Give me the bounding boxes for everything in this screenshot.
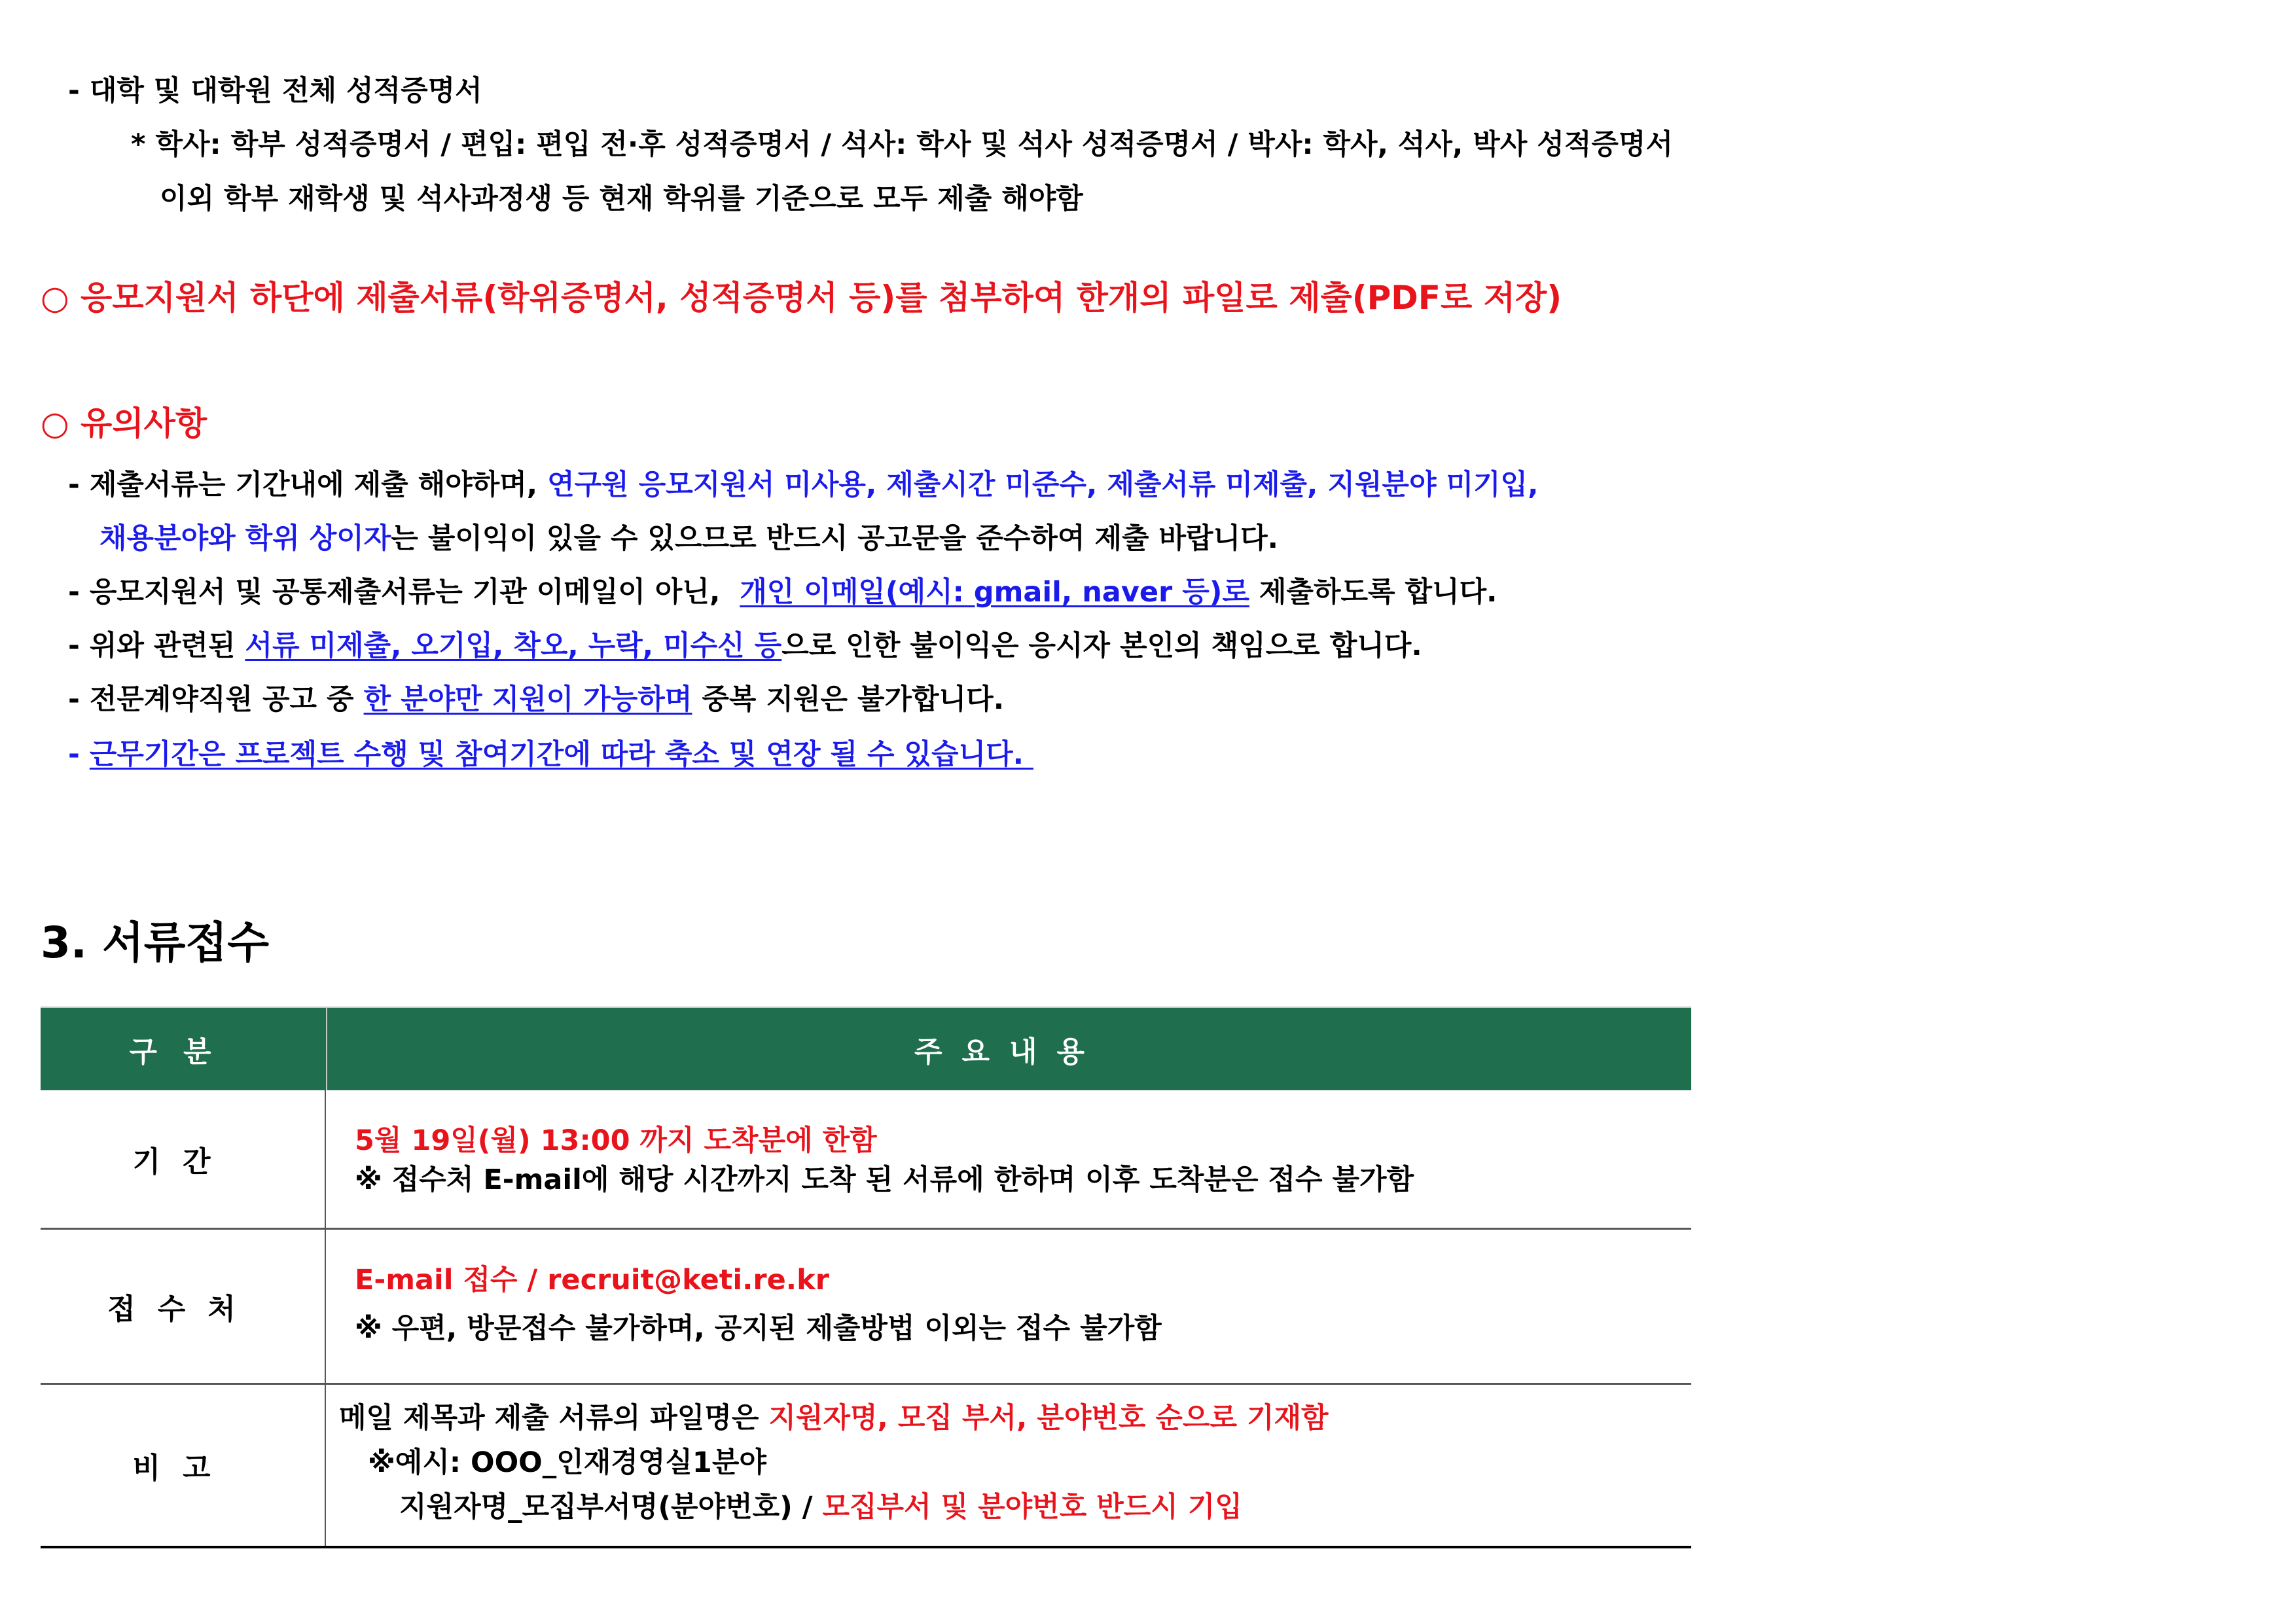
doc-line-transcript-note: 이외 학부 재학생 및 석사과정생 등 현재 학위를 기준으로 모두 제출 해야함 bbox=[160, 183, 1083, 215]
caution-4-highlight: 한 분야만 지원이 가능하며 bbox=[363, 683, 692, 716]
row-content-recipient bbox=[326, 1230, 1691, 1383]
row-label-recipient: 접수처 bbox=[41, 1230, 326, 1383]
caution-1-text: - 제출서류는 기간내에 제출 해야하며, bbox=[68, 469, 548, 501]
table-row bbox=[41, 1090, 1691, 1230]
caution-item-3 bbox=[68, 632, 1422, 660]
caution-4-suffix: 중복 지원은 불가합니다. bbox=[692, 683, 1005, 716]
remarks-line-3-text: 지원자명_모집부서명(분야번호) / bbox=[399, 1491, 823, 1524]
caution-3-text: - 위와 관련된 bbox=[68, 630, 245, 662]
deadline-text: 5월 19일(월) 13:00 까지 도착분에 한함 bbox=[355, 1124, 877, 1157]
remarks-line-3 bbox=[399, 1493, 1242, 1522]
recipient-note: ※ 우편, 방문접수 불가하며, 공지된 제출방법 이외는 접수 불가함 bbox=[355, 1312, 1162, 1345]
section-title: 3. 서류접수 bbox=[41, 918, 269, 968]
remarks-line-1 bbox=[339, 1404, 1329, 1433]
caution-item-5 bbox=[68, 738, 1033, 771]
recipient-email: E-mail 접수 / recruit@keti.re.kr bbox=[355, 1264, 829, 1296]
notice-single-file: ○ 응모지원서 하단에 제출서류(학위증명서, 성적증명서 등)를 첨부하여 한개의 파일로 제출(PDF로 저장) bbox=[41, 279, 1562, 317]
caution-item-1b bbox=[99, 522, 1278, 555]
caution-2-suffix: 제출하도록 합니다. bbox=[1249, 576, 1498, 609]
remarks-line-1-text: 메일 제목과 제출 서류의 파일명은 bbox=[339, 1402, 769, 1435]
row-content-period bbox=[326, 1090, 1691, 1228]
caution-5-highlight: 근무기간은 프로젝트 수행 및 참여기간에 따라 축소 및 연장 될 수 있습니다. bbox=[89, 738, 1033, 771]
caution-item-2 bbox=[68, 576, 1498, 609]
caution-3-highlight: 서류 미제출, 오기입, 착오, 누락, 미수신 등 bbox=[245, 630, 782, 662]
caution-4-text: - 전문계약직원 공고 중 bbox=[68, 683, 364, 716]
table-header-content: 주요내용 bbox=[914, 1035, 1104, 1069]
caution-1b-text: 는 불이익이 있을 수 있으므로 반드시 공고문을 준수하여 제출 바랍니다. bbox=[391, 522, 1278, 555]
remarks-example: ※예시: OOO_인재경영실1분야 bbox=[368, 1446, 766, 1479]
caution-5-dash: - bbox=[68, 738, 90, 771]
caution-item-1 bbox=[68, 471, 1538, 499]
remarks-line-3-highlight: 모집부서 및 분야번호 반드시 기입 bbox=[822, 1491, 1242, 1524]
caution-3-suffix: 으로 인한 불이익은 응시자 본인의 책임으로 합니다. bbox=[781, 630, 1422, 662]
caution-2-text: - 응모지원서 및 공통제출서류는 기관 이메일이 아닌, bbox=[68, 576, 740, 609]
row-label-remarks: 비고 bbox=[41, 1385, 326, 1546]
table-header-category: 구분 bbox=[41, 1008, 327, 1090]
caution-2-highlight: 개인 이메일(예시: gmail, naver 등)로 bbox=[740, 576, 1249, 609]
row-content-remarks bbox=[326, 1385, 1691, 1546]
notice-cautions-heading: ○ 유의사항 bbox=[41, 404, 207, 442]
caution-1-highlight: 연구원 응모지원서 미사용, 제출시간 미준수, 제출서류 미제출, 지원분야 미기입, bbox=[547, 469, 1539, 501]
deadline-note: ※ 접수처 E-mail에 해당 시간까지 도착 된 서류에 한하며 이후 도착분은 접수 불가함 bbox=[355, 1164, 1414, 1196]
caution-item-4 bbox=[68, 683, 1005, 716]
table-row bbox=[41, 1230, 1691, 1385]
table-header-row bbox=[41, 1007, 1691, 1090]
submission-table bbox=[41, 1007, 1691, 1548]
table-row bbox=[41, 1385, 1691, 1548]
row-label-period: 기간 bbox=[41, 1090, 326, 1228]
caution-1b-highlight: 채용분야와 학위 상이자 bbox=[99, 522, 391, 555]
doc-line-transcripts: - 대학 및 대학원 전체 성적증명서 bbox=[68, 75, 482, 107]
remarks-line-1-highlight: 지원자명, 모집 부서, 분야번호 순으로 기재함 bbox=[768, 1402, 1329, 1435]
doc-line-transcript-detail: * 학사: 학부 성적증명서 / 편입: 편입 전·후 성적증명서 / 석사: 학사 및 석사 성적증명서 / 박사: 학사, 석사, 박사 성적증명서 bbox=[131, 128, 1674, 161]
